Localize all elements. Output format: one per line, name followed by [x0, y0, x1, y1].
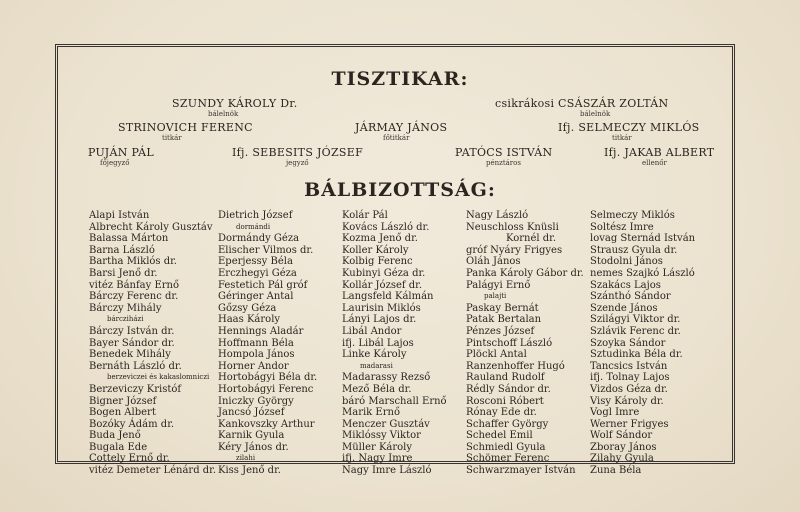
committee-heading: BÁLBIZOTTSÁG:: [304, 179, 496, 201]
committee-member: Bárczy Ferenc dr.: [89, 291, 179, 303]
committee-member: Barsi Jenő dr.: [89, 267, 158, 279]
committee-member: Koller Károly: [342, 244, 409, 256]
committee-member: Rauland Rudolf: [466, 372, 545, 384]
committee-member: Schaffer György: [466, 418, 549, 430]
committee-member: vitéz Demeter Lénárd dr.: [89, 465, 217, 477]
committee-member: vitéz Bánfay Ernő: [89, 279, 180, 291]
committee-member: Tancsics István: [590, 360, 668, 372]
committee-member: Haas Károly: [218, 314, 281, 326]
committee-member: Kolbig Ferenc: [342, 256, 413, 268]
committee-member: Cottely Ernő dr.: [89, 453, 170, 465]
committee-subtitle: madarasi: [360, 361, 393, 370]
committee-member: Hennings Aladár: [218, 325, 304, 337]
officer-role: titkár: [612, 134, 632, 142]
committee-member: Vogl Imre: [590, 407, 640, 419]
committee-member: Zilahy Gyula: [590, 453, 654, 465]
officer-role: főjegyző: [100, 159, 130, 167]
committee-member: Selmeczy Miklós: [590, 210, 675, 221]
committee-member: Barna László: [89, 244, 155, 256]
committee-member: Miklóssy Viktor: [342, 430, 421, 442]
committee-member: Szlávik Ferenc dr.: [590, 325, 681, 337]
committee-member: Buda Jenő: [89, 430, 141, 442]
committee-member: Laurisin Miklós: [342, 302, 421, 314]
committee-member: Bogen Albert: [89, 407, 156, 419]
committee-subtitle: zilahi: [236, 454, 256, 463]
committee-member: Szánthó Sándor: [590, 291, 671, 303]
committee-member: Bárczy István dr.: [89, 325, 175, 337]
committee-member: Kornél dr.: [506, 233, 556, 245]
committee-member: Lányi Lajos dr.: [342, 314, 417, 326]
committee-member: Hompola János: [218, 349, 295, 361]
committee-member: Kiss Jenő dr.: [218, 465, 281, 477]
committee-member: Vizdos Géza dr.: [590, 383, 668, 395]
committee-member: Rónay Ede dr.: [466, 407, 537, 419]
committee-member: Libál Andor: [342, 325, 402, 337]
committee-member: Erczhegyi Géza: [218, 267, 297, 279]
committee-member: Plöckl Antal: [466, 349, 527, 361]
committee-member: Schedel Emil: [466, 430, 533, 442]
committee-member: Festetich Pál gróf: [218, 279, 308, 291]
committee-member: Kolár Pál: [342, 210, 388, 221]
committee-member: ifj. Tolnay Lajos: [590, 372, 670, 384]
officer-name: PUJÁN PÁL: [88, 146, 154, 159]
committee-member: Soltész Imre: [590, 221, 654, 233]
committee-member: Bigner József: [89, 395, 157, 407]
committee-subtitle: palajti: [484, 292, 507, 301]
committee-member: Zuna Béla: [590, 465, 642, 477]
committee-column: [342, 210, 447, 477]
officer-role: pénztáros: [486, 159, 521, 167]
committee-member: Kubinyi Géza dr.: [342, 267, 426, 279]
committee-member: Kéry János dr.: [218, 441, 289, 453]
officer-name: JÁRMAY JÁNOS: [355, 121, 448, 134]
committee-member: Rosconi Róbert: [466, 395, 544, 407]
committee-column: [590, 210, 695, 477]
committee-member: ifj. Libál Lajos: [342, 337, 414, 349]
committee-member: Kankovszky Arthur: [218, 418, 315, 430]
committee-member: Visy Károly dr.: [590, 395, 664, 407]
committee-member: Hortobágyi Ferenc: [218, 383, 314, 395]
committee-member: Strausz Gyula dr.: [590, 244, 678, 256]
committee-member: Hoffmann Béla: [218, 337, 294, 349]
committee-column: [466, 210, 584, 477]
officer-name: SZUNDY KÁROLY Dr.: [172, 97, 298, 110]
committee-member: gróf Nyáry Frigyes: [466, 244, 563, 256]
committee-member: Sztudinka Béla dr.: [590, 349, 683, 361]
committee-member: Bárczy Mihály: [89, 302, 162, 314]
committee-member: Kollár József dr.: [342, 279, 423, 291]
officer-name: Ifj. SEBESITS JÓZSEF: [232, 146, 364, 159]
officers-heading: TISZTIKAR:: [331, 68, 469, 90]
committee-member: Horner Andor: [218, 360, 289, 372]
committee-subtitle: berzeviczei és kakaslomniczi: [107, 373, 210, 382]
committee-member: Berzeviczy Kristóf: [89, 383, 182, 395]
committee-member: Kovács László dr.: [342, 221, 430, 233]
committee-member: Nagy Imre László: [342, 465, 432, 477]
committee-member: Mező Béla dr.: [342, 383, 412, 395]
committee-member: Schwarzmayer István: [466, 465, 576, 477]
committee-member: Zboray János: [590, 441, 657, 453]
officer-role: titkár: [162, 134, 182, 142]
committee-member: Bayer Sándor dr.: [89, 337, 175, 349]
committee-member: Nagy László: [466, 210, 529, 221]
committee-member: Dietrich József: [218, 210, 293, 221]
committee-member: Szilágyi Viktor dr.: [590, 314, 681, 326]
committee-member: Pintschoff László: [466, 337, 553, 349]
officer-role: bálelnök: [208, 110, 239, 118]
committee-member: Marik Ernő: [342, 407, 400, 419]
committee-member: Oláh János: [466, 256, 521, 268]
committee-member: Alapi István: [89, 210, 150, 221]
officer-name: Ifj. SELMECZY MIKLÓS: [558, 121, 700, 134]
committee-member: Ranzenhoffer Hugó: [466, 360, 565, 372]
officer-name: STRINOVICH FERENC: [118, 121, 253, 134]
committee-member: Patak Bertalan: [466, 314, 542, 326]
officer-name: csikrákosi CSÁSZÁR ZOLTÁN: [495, 97, 669, 110]
committee-member: Szakács Lajos: [590, 279, 661, 291]
committee-member: Wolf Sándor: [590, 430, 653, 442]
officer-name: PATÓCS ISTVÁN: [455, 146, 553, 159]
committee-member: Bartha Miklós dr.: [89, 256, 177, 268]
committee-member: lovag Sternád István: [590, 233, 696, 245]
committee-member: Hortobágyi Béla dr.: [218, 372, 318, 384]
officer-role: ellenőr: [642, 159, 667, 167]
committee-member: Madarassy Rezső: [342, 372, 431, 384]
committee-member: Szende János: [590, 302, 658, 314]
committee-member: Müller Károly: [342, 441, 413, 453]
committee-member: Bernáth László dr.: [89, 360, 182, 372]
committee-subtitle: bárcziházi: [107, 315, 144, 324]
committee-member: Géringer Antal: [218, 291, 294, 303]
officer-role: jegyző: [286, 159, 309, 167]
committee-member: Albrecht Károly Gusztáv: [89, 221, 213, 233]
committee-member: Eperjessy Béla: [218, 256, 293, 268]
committee-subtitle: dormándi: [236, 222, 271, 231]
committee-member: Menczer Gusztáv: [342, 418, 430, 430]
committee-member: Langsfeld Kálmán: [342, 291, 434, 303]
committee-member: nemes Szajkó László: [590, 267, 695, 279]
committee-column: [218, 210, 317, 477]
committee-member: Balassa Márton: [89, 233, 169, 245]
committee-member: Kozma Jenő dr.: [342, 233, 418, 245]
committee-member: báró Marschall Ernő: [342, 395, 447, 407]
committee-member: Dormándy Géza: [218, 233, 300, 245]
committee-member: Gőzsy Géza: [218, 302, 277, 314]
committee-member: Benedek Mihály: [89, 349, 171, 361]
committee-member: Bugala Ede: [89, 441, 148, 453]
committee-member: Linke Károly: [342, 349, 407, 361]
committee-member: ifj. Nagy Imre: [342, 453, 413, 465]
committee-member: Paskay Bernát: [466, 302, 539, 314]
officer-role: bálelnök: [580, 110, 611, 118]
committee-member: Elischer Vilmos dr.: [218, 244, 314, 256]
committee-member: Szoyka Sándor: [590, 337, 666, 349]
committee-member: Pénzes József: [466, 325, 535, 337]
committee-member: Palágyi Ernő: [466, 279, 531, 291]
committee-member: Neuschloss Knüsli: [466, 221, 559, 233]
committee-member: Bozóky Ádám dr.: [89, 418, 175, 430]
committee-member: Jancsó József: [218, 407, 285, 419]
committee-column: [89, 210, 216, 477]
committee-member: Schömer Ferenc: [466, 453, 550, 465]
committee-member: Stodolni János: [590, 256, 663, 268]
committee-member: Schmiedl Gyula: [466, 441, 546, 453]
officer-name: Ifj. JAKAB ALBERT: [604, 146, 715, 159]
committee-member: Panka Károly Gábor dr.: [466, 267, 584, 279]
committee-member: Karnik Gyula: [218, 430, 285, 442]
committee-member: Werner Frigyes: [590, 418, 669, 430]
committee-member: Iniczky György: [218, 395, 294, 407]
committee-member: Rédly Sándor dr.: [466, 383, 551, 395]
officer-role: főtitkár: [383, 134, 410, 142]
